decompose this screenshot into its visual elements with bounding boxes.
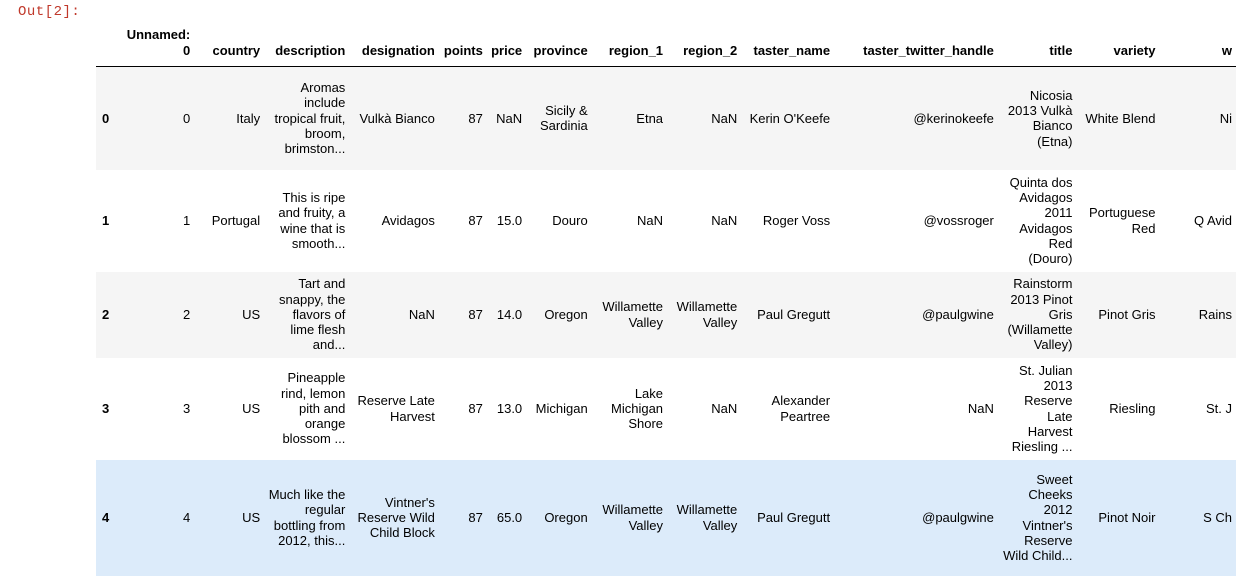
cell-price: 14.0 <box>496 306 523 322</box>
cell-designation: Reserve Late Harvest <box>357 393 435 424</box>
cell-designation: NaN <box>408 306 435 322</box>
cell-taster-twitter-handle: @kerinokeefe <box>913 110 994 126</box>
table-row <box>96 272 1236 358</box>
column-header-region-1: region_1 <box>592 18 667 67</box>
cell-description: This is ripe and fruity, a wine that is smooth... <box>278 189 346 251</box>
cell-variety: Pinot Gris <box>1098 306 1156 322</box>
column-header-country: country <box>194 18 264 67</box>
header-row <box>96 18 1236 67</box>
cell-description: Much like the regular bottling from 2012, this... <box>268 486 346 548</box>
column-header-winery: w <box>1159 18 1236 67</box>
column-header-unnamed: Unnamed: 0 <box>122 18 194 67</box>
cell-province: Michigan <box>535 400 588 416</box>
cell-description: Pineapple rind, lemon pith and orange blossom ... <box>281 370 346 447</box>
table-header <box>96 18 1236 67</box>
column-header-variety: variety <box>1076 18 1159 67</box>
index-header <box>96 18 122 67</box>
cell-winery: Rains <box>1198 306 1232 322</box>
cell-variety: Riesling <box>1109 400 1156 416</box>
cell-region-1: Lake Michigan Shore <box>611 385 664 432</box>
cell-province: Douro <box>552 212 588 228</box>
cell-designation: Vintner's Reserve Wild Child Block <box>357 494 435 541</box>
cell-points: 87 <box>468 212 483 228</box>
cell-variety: Pinot Noir <box>1098 509 1156 525</box>
table-row <box>96 170 1236 272</box>
cell-title: Nicosia 2013 Vulkà Bianco (Etna) <box>1007 87 1073 149</box>
cell-price: 65.0 <box>496 509 523 525</box>
column-header-price: price <box>487 18 526 67</box>
dataframe-table <box>96 18 1236 576</box>
cell-price: 15.0 <box>496 212 523 228</box>
column-header-taster-name: taster_name <box>741 18 834 67</box>
cell-points: 87 <box>468 509 483 525</box>
table-row <box>96 67 1236 170</box>
cell-title: Rainstorm 2013 Pinot Gris (Willamette Valley) <box>1007 276 1073 353</box>
cell-variety: White Blend <box>1085 110 1156 126</box>
cell-region-1: Willamette Valley <box>602 502 664 533</box>
cell-winery: S Ch <box>1203 509 1232 525</box>
cell-designation: Vulkà Bianco <box>359 110 435 126</box>
cell-region-2: Willamette Valley <box>676 502 738 533</box>
cell-description: Tart and snappy, the flavors of lime flesh and... <box>279 276 346 353</box>
cell-taster-name: Paul Gregutt <box>757 306 831 322</box>
cell-country: US <box>242 306 261 322</box>
column-header-taster-twitter-handle: taster_twitter_handle <box>834 18 998 67</box>
cell-region-1: NaN <box>637 212 664 228</box>
cell-country: Italy <box>236 110 261 126</box>
cell-price: 13.0 <box>496 400 523 416</box>
output-prompt: Out[2]: <box>18 4 81 20</box>
table-row <box>96 358 1236 460</box>
cell-points: 87 <box>468 400 483 416</box>
cell-designation: Avidagos <box>381 212 435 228</box>
cell-winery: St. J <box>1205 400 1232 416</box>
row-index: 4 <box>102 509 110 525</box>
cell-country: US <box>242 509 261 525</box>
cell-unnamed: 0 <box>183 110 191 126</box>
cell-province: Sicily & Sardinia <box>539 102 588 134</box>
cell-unnamed: 3 <box>183 400 191 416</box>
column-header-region-2: region_2 <box>667 18 741 67</box>
cell-region-2: NaN <box>711 110 738 126</box>
cell-title: Sweet Cheeks 2012 Vintner's Reserve Wild Child... <box>1003 471 1073 564</box>
cell-title: St. Julian 2013 Reserve Late Harvest Riesling ... <box>1011 362 1073 455</box>
cell-taster-twitter-handle: @paulgwine <box>922 509 994 525</box>
cell-region-1: Etna <box>636 110 664 126</box>
cell-region-2: NaN <box>711 212 738 228</box>
cell-description: Aromas include tropical fruit, broom, brimston... <box>274 80 346 157</box>
cell-region-1: Willamette Valley <box>602 299 664 330</box>
cell-points: 87 <box>468 110 483 126</box>
cell-region-2: NaN <box>711 400 738 416</box>
cell-taster-twitter-handle: @vossroger <box>923 212 994 228</box>
cell-taster-name: Paul Gregutt <box>757 509 831 525</box>
cell-taster-name: Roger Voss <box>762 212 831 228</box>
cell-taster-twitter-handle: NaN <box>967 400 994 416</box>
table-body <box>96 67 1236 576</box>
column-header-points: points <box>439 18 487 67</box>
row-index: 1 <box>102 212 110 228</box>
dataframe-scroll-area[interactable] <box>96 18 1232 577</box>
cell-unnamed: 4 <box>183 509 191 525</box>
cell-region-2: Willamette Valley <box>676 299 738 330</box>
cell-unnamed: 2 <box>183 306 191 322</box>
cell-taster-name: Alexander Peartree <box>771 393 831 424</box>
cell-winery: Q Avid <box>1193 212 1232 228</box>
table-row[interactable] <box>96 460 1236 576</box>
cell-province: Oregon <box>544 306 588 322</box>
cell-price: NaN <box>496 110 523 126</box>
cell-taster-twitter-handle: @paulgwine <box>922 306 994 322</box>
column-header-province: province <box>526 18 592 67</box>
cell-points: 87 <box>468 306 483 322</box>
cell-taster-name: Kerin O'Keefe <box>749 110 831 126</box>
cell-province: Oregon <box>544 509 588 525</box>
cell-unnamed: 1 <box>183 212 191 228</box>
column-header-description: description <box>264 18 349 67</box>
cell-country: US <box>242 400 261 416</box>
column-header-designation: designation <box>349 18 439 67</box>
cell-title: Quinta dos Avidagos 2011 Avidagos Red (Douro) <box>1009 174 1073 267</box>
row-index: 2 <box>102 306 110 322</box>
cell-country: Portugal <box>211 212 261 228</box>
row-index: 0 <box>102 110 110 126</box>
row-index: 3 <box>102 400 110 416</box>
cell-variety: Portuguese Red <box>1088 205 1156 236</box>
cell-winery: Ni <box>1219 110 1232 126</box>
column-header-title: title <box>998 18 1077 67</box>
